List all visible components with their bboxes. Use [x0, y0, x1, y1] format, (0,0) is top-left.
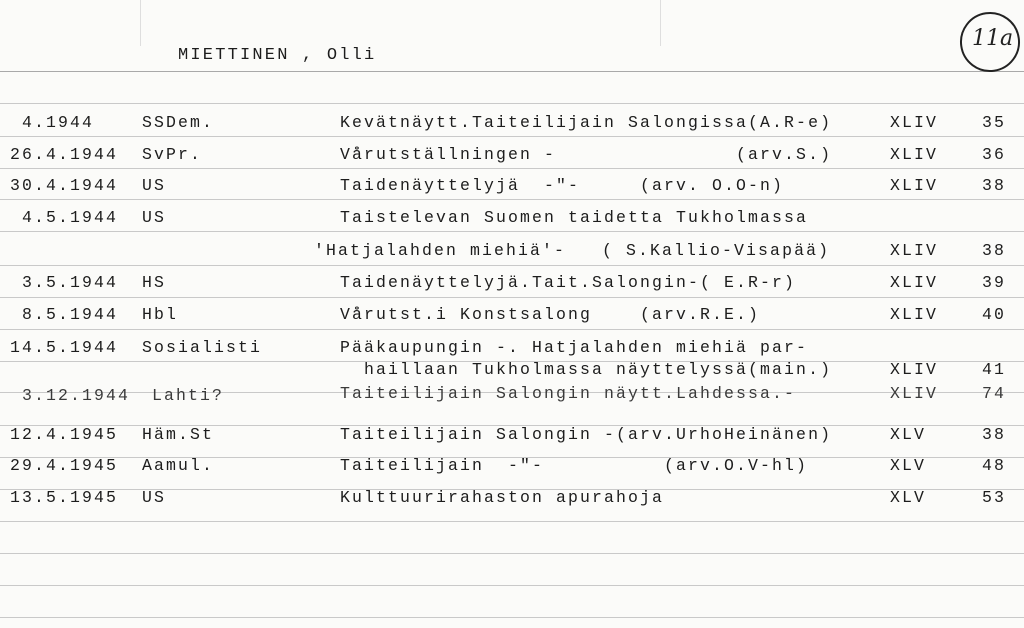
entry-text: Vårutst.i Konstsalong (arv.R.E.): [340, 305, 761, 324]
entry-page: 41: [982, 360, 1007, 379]
entry-date: 4.5.1944: [10, 208, 119, 227]
entry-source: Hbl: [142, 305, 179, 324]
entry-date: 30.4.1944: [10, 176, 119, 195]
entry-text: Pääkaupungin -. Hatjalahden miehiä par-: [340, 338, 809, 357]
entry-text: Taiteilijain Salongin näytt.Lahdessa.-: [340, 384, 797, 403]
ruled-line: [0, 199, 1024, 200]
entry-page: 39: [982, 273, 1007, 292]
entry-source: Lahti?: [152, 386, 225, 405]
entry-volume: XLIV: [890, 113, 939, 132]
entry-volume: XLV: [890, 456, 927, 475]
entry-source: HS: [142, 273, 167, 292]
entry-page: 38: [982, 425, 1007, 444]
entry-source: Sosialisti: [142, 338, 263, 357]
entry-source: SvPr.: [142, 145, 203, 164]
entry-volume: XLV: [890, 488, 927, 507]
entry-text: Taiteilijain Salongin -(arv.UrhoHeinänen): [340, 425, 833, 444]
entry-volume: XLIV: [890, 241, 939, 260]
entry-source: SSDem.: [142, 113, 215, 132]
card-number: 11a: [972, 26, 1014, 51]
entry-date: 4.1944: [10, 113, 95, 132]
entry-page: 38: [982, 241, 1007, 260]
entry-date: 3.5.1944: [10, 273, 119, 292]
entry-date: 29.4.1945: [10, 456, 119, 475]
ruled-line: [0, 553, 1024, 554]
entry-volume: XLIV: [890, 273, 939, 292]
entry-source: US: [142, 208, 167, 227]
entry-text: Kevätnäytt.Taiteilijain Salongissa(A.R-e): [340, 113, 833, 132]
ruled-line: [0, 103, 1024, 104]
ruled-line: [0, 297, 1024, 298]
entry-date: 14.5.1944: [10, 338, 119, 357]
entry-page: 48: [982, 456, 1007, 475]
entry-text: Vårutställningen - (arv.S.): [340, 145, 833, 164]
ruled-line: [0, 585, 1024, 586]
entry-source: US: [142, 176, 167, 195]
entry-source: US: [142, 488, 167, 507]
ruled-line: [0, 265, 1024, 266]
ruled-line: [0, 521, 1024, 522]
entry-date: 13.5.1945: [10, 488, 119, 507]
entry-source: Aamul.: [142, 456, 215, 475]
entry-page: 40: [982, 305, 1007, 324]
ruled-line: [0, 329, 1024, 330]
column-guide: [140, 0, 141, 46]
entry-text: haillaan Tukholmassa näyttelyssä(main.): [340, 360, 833, 379]
entry-volume: XLIV: [890, 145, 939, 164]
entry-text: 'Hatjalahden miehiä'- ( S.Kallio-Visapää): [314, 241, 831, 260]
ruled-line: [0, 617, 1024, 618]
entry-text: Taidenäyttelyjä.Tait.Salongin-( E.R-r): [340, 273, 797, 292]
entry-volume: XLIV: [890, 305, 939, 324]
entry-source: Häm.St: [142, 425, 215, 444]
entry-page: 53: [982, 488, 1007, 507]
card-heading-name: MIETTINEN , Olli: [178, 46, 377, 65]
header-rule: [0, 71, 1024, 72]
entry-page: 38: [982, 176, 1007, 195]
entry-text: Taistelevan Suomen taidetta Tukholmassa: [340, 208, 809, 227]
entry-text: Taiteilijain -"- (arv.O.V-hl): [340, 456, 809, 475]
entry-volume: XLIV: [890, 360, 939, 379]
entry-date: 26.4.1944: [10, 145, 119, 164]
ruled-line: [0, 231, 1024, 232]
entry-volume: XLIV: [890, 384, 939, 403]
entry-date: 12.4.1945: [10, 425, 119, 444]
entry-date: 8.5.1944: [10, 305, 119, 324]
entry-text: Kulttuurirahaston apurahoja: [340, 488, 665, 507]
entry-page: 74: [982, 384, 1007, 403]
entry-date: 3.12.1944: [10, 386, 131, 405]
entry-volume: XLV: [890, 425, 927, 444]
ruled-line: [0, 136, 1024, 137]
entry-text: Taidenäyttelyjä -"- (arv. O.O-n): [340, 176, 785, 195]
column-guide: [660, 0, 661, 46]
ruled-line: [0, 168, 1024, 169]
entry-page: 36: [982, 145, 1007, 164]
entry-page: 35: [982, 113, 1007, 132]
entry-volume: XLIV: [890, 176, 939, 195]
